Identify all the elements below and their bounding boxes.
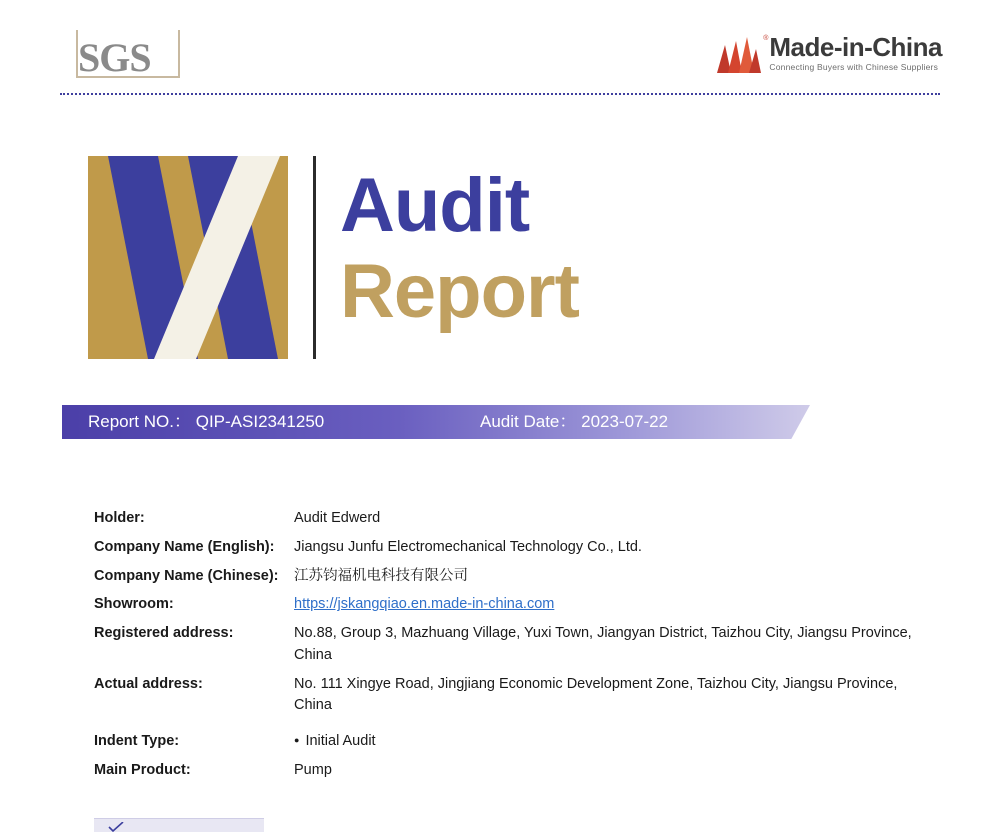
info-row-company-name-chinese [94,566,924,588]
info-row-showroom [94,594,924,616]
info-row-holder [94,508,924,530]
title-divider [313,156,316,359]
info-value-main-product: Pump [294,761,332,778]
next-section-partial [94,818,264,832]
info-value-company-name-chinese: 江苏钧福机电科技有限公司 [294,567,468,584]
info-value-registered-address: No.88, Group 3, Mazhuang Village, Yuxi Town, Jiangyan District, Taizhou City, Jiangsu Province, China [294,625,912,663]
page-header [0,0,1000,100]
info-label-main-product: Main Product: [94,761,191,778]
info-row-main-product [94,760,924,782]
company-info-table [94,508,924,789]
sgs-logo [62,30,192,82]
showroom-link[interactable]: https://jskangqiao.en.made-in-china.com [294,596,555,613]
info-label-holder: Holder: [94,510,145,526]
made-in-china-logo [717,34,942,82]
info-row-actual-address [94,674,924,718]
made-in-china-tagline: Connecting Buyers with Chinese Suppliers [769,62,939,73]
header-divider [60,93,940,95]
info-value-holder: Audit Edwerd [294,510,381,526]
info-value-indent-type: ● Initial Audit [294,731,924,753]
report-number [88,405,324,439]
registered-trademark-icon: ® [763,35,769,42]
sgs-logo-text: SGS [78,35,151,80]
info-label-indent-type: Indent Type: [94,733,180,749]
made-in-china-mark-icon [717,35,769,73]
info-label-showroom: Showroom: [94,596,174,613]
page-title-line2: Report [340,249,579,334]
info-row-registered-address [94,623,924,667]
report-number-value: QIP-ASI2341250 [195,412,325,431]
info-label-registered-address: Registered address: [94,625,234,641]
info-value-actual-address: No. 111 Xingye Road, Jingjiang Economic Development Zone, Taizhou City, Jiangsu Province, China [294,675,898,714]
info-value-company-name-english: Jiangsu Junfu Electromechanical Technology Co., Ltd. [294,538,642,555]
checkmark-icon [108,822,124,832]
audit-date-label: Audit Date： [480,412,577,431]
audit-emblem-logo [88,156,288,359]
info-label-company-name-english: Company Name (English): [94,538,275,555]
report-banner [62,405,810,439]
info-label-company-name-chinese: Company Name (Chinese): [94,567,279,584]
made-in-china-wordmark: Made-in-China [769,32,942,62]
info-row-company-name-english [94,537,924,559]
audit-date-value: 2023-07-22 [581,412,669,431]
audit-date [480,405,668,439]
info-row-indent-type [94,731,924,753]
info-label-actual-address: Actual address: [94,675,203,692]
report-number-label: Report NO.： [88,412,191,431]
page-title-line1: Audit [340,163,530,248]
sgs-logo-bar-right [178,30,180,78]
